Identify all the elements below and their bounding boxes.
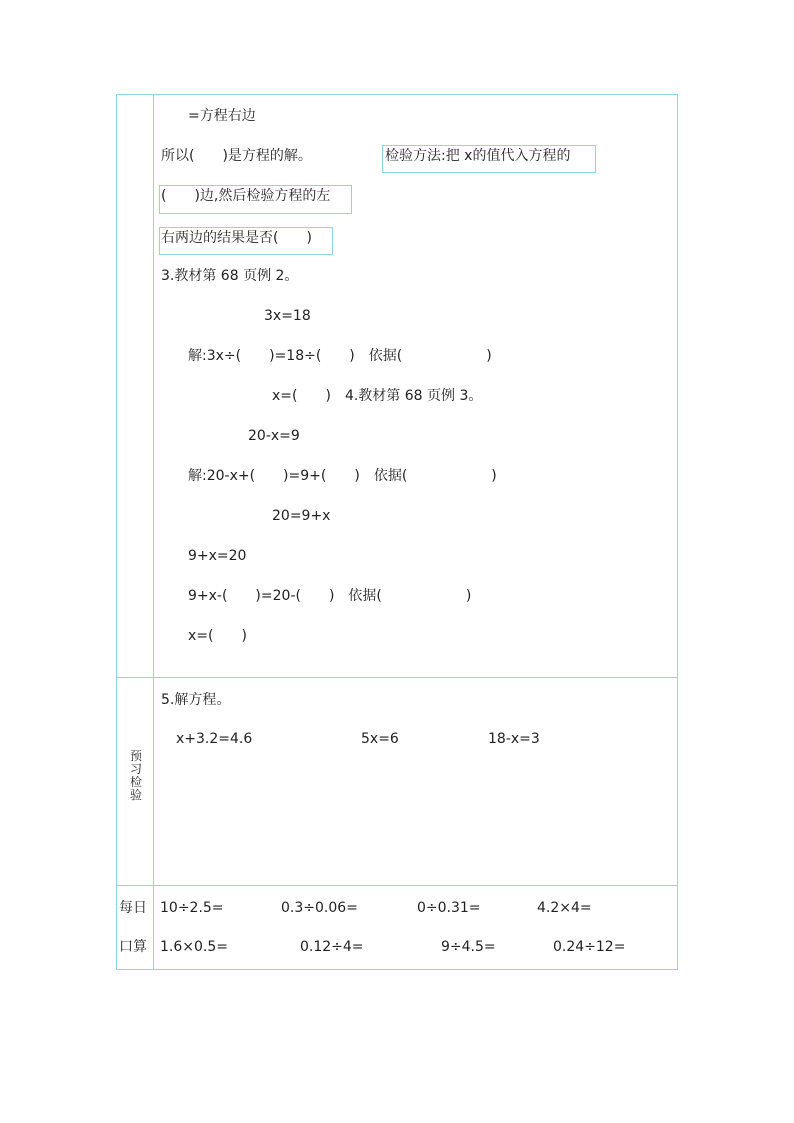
row-divider-2 (116, 885, 678, 886)
worksheet-table (116, 94, 678, 970)
hint-line-3: 右两边的结果是否( ) (161, 230, 312, 246)
section-5-title: 5.解方程。 (161, 692, 231, 708)
mental-math-item: 10÷2.5= (160, 900, 224, 916)
solution-step-5: 9+x=20 (188, 548, 247, 564)
exercise-equation-2: 5x=6 (361, 731, 399, 747)
text-line-2: 所以( )是方程的解。 (161, 148, 312, 164)
solution-step-2: x=( ) 4.教材第 68 页例 3。 (272, 388, 483, 404)
mental-math-item: 0.3÷0.06= (281, 900, 358, 916)
equation-1: 3x=18 (264, 308, 311, 324)
hint-line-1: 检验方法:把 x的值代入方程的 (385, 148, 571, 164)
exercise-equation-1: x+3.2=4.6 (176, 731, 253, 747)
solution-step-6: 9+x-( )=20-( ) 依据( ) (188, 588, 472, 604)
mental-math-item: 4.2×4= (537, 900, 592, 916)
daily-label-2: 口算 (119, 939, 147, 955)
row-divider-1 (116, 677, 678, 678)
equation-2: 20-x=9 (248, 428, 300, 444)
side-label-preview-check: 预 习 检 验 (129, 749, 142, 802)
example-2-title: 3.教材第 68 页例 2。 (161, 268, 299, 284)
text-line-1: =方程右边 (188, 108, 256, 124)
daily-label-1: 每日 (119, 900, 147, 916)
exercise-equation-3: 18-x=3 (488, 731, 540, 747)
mental-math-item: 9÷4.5= (441, 939, 496, 955)
mental-math-item: 0.24÷12= (553, 939, 626, 955)
column-divider (153, 94, 154, 970)
solution-step-4: 20=9+x (272, 508, 331, 524)
mental-math-item: 0.12÷4= (300, 939, 364, 955)
hint-line-2: ( )边,然后检验方程的左 (161, 188, 331, 204)
solution-step-7: x=( ) (188, 628, 247, 644)
solution-step-1: 解:3x÷( )=18÷( ) 依据( ) (188, 348, 492, 364)
mental-math-item: 1.6×0.5= (160, 939, 228, 955)
mental-math-item: 0÷0.31= (417, 900, 481, 916)
solution-step-3: 解:20-x+( )=9+( ) 依据( ) (188, 468, 497, 484)
